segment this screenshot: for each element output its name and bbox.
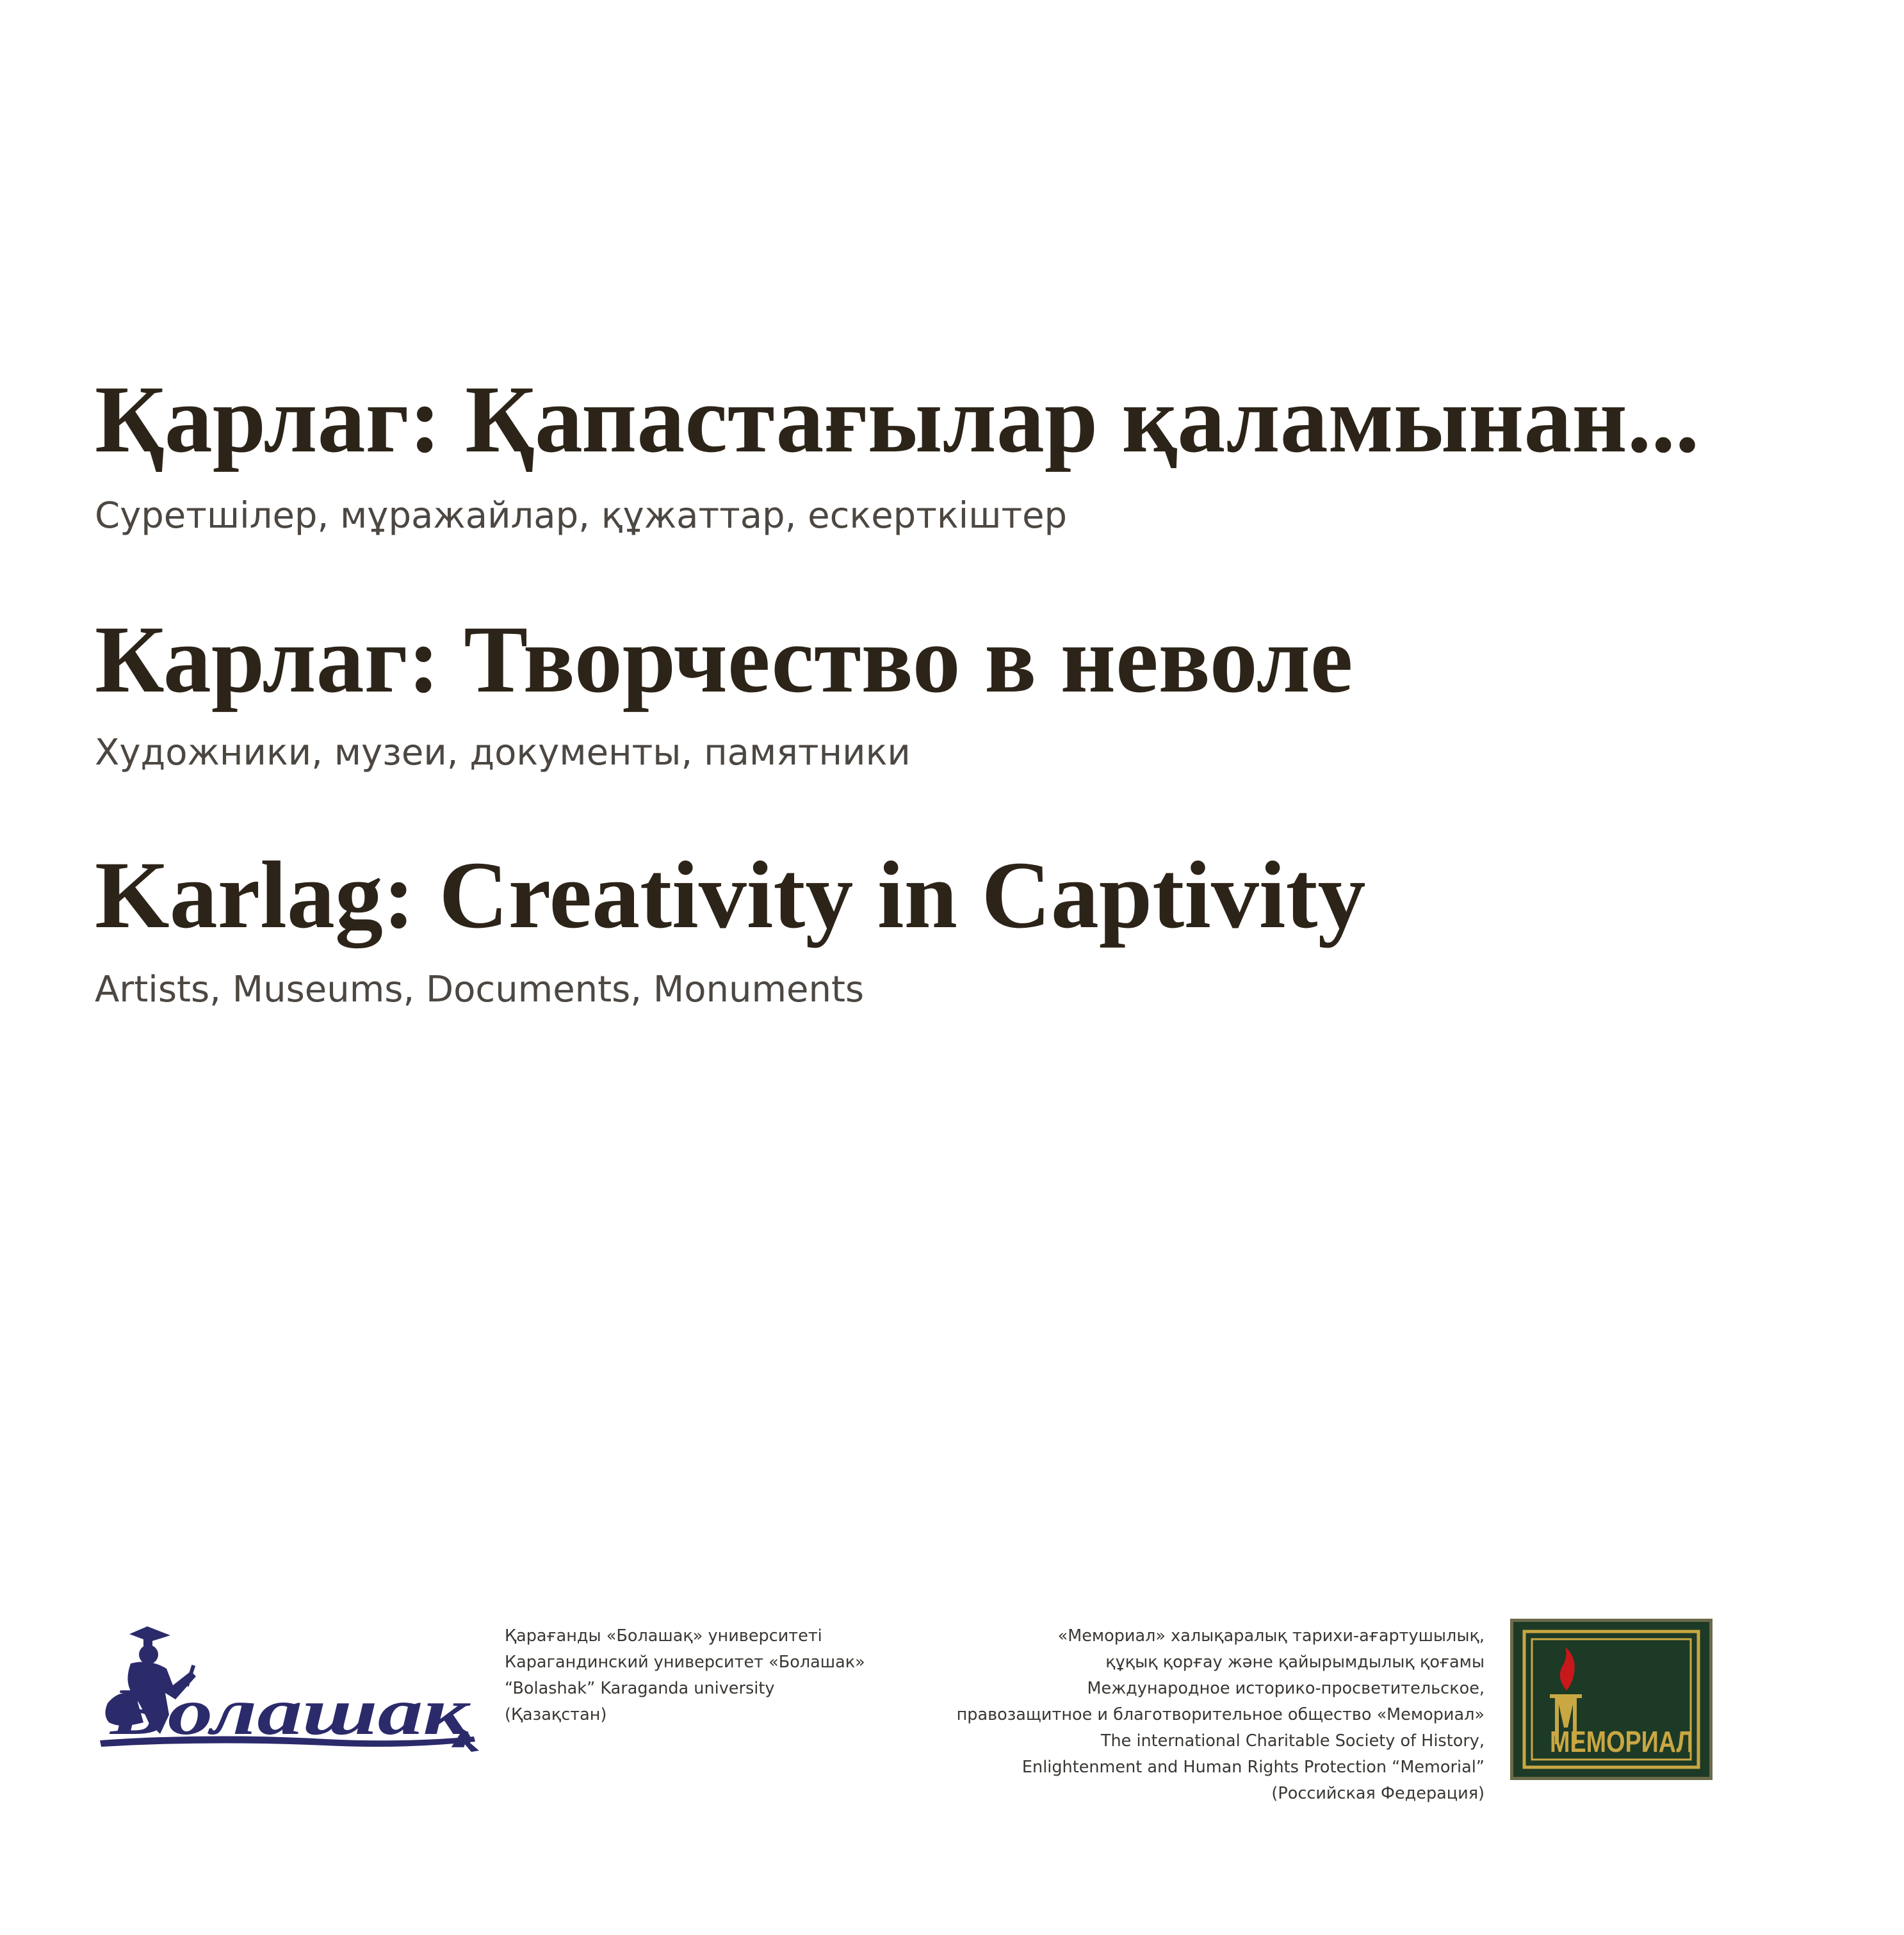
memorial-line: The international Charitable Society of History, (1100, 1731, 1485, 1751)
subtitle-english: Artists, Museums, Documents, Monuments (95, 969, 865, 1010)
bolashak-line: “Bolashak” Karaganda university (505, 1679, 775, 1698)
memorial-line: «Мемориал» халықаралық тарихи-ағартушылық, (1057, 1626, 1485, 1646)
memorial-line: (Российская Федерация) (1271, 1784, 1485, 1803)
memorial-line: Международное историко-просветительское, (1087, 1679, 1485, 1698)
memorial-logo (1510, 1619, 1713, 1780)
title-english: Karlag: Creativity in Captivity (95, 842, 1366, 948)
memorial-line: Enlightenment and Human Rights Protection “Memorial” (1021, 1758, 1485, 1777)
bolashak-logo-text: Болашақ (109, 1675, 471, 1749)
bolashak-logo (95, 1626, 482, 1754)
bolashak-description (505, 1623, 865, 1728)
memorial-description (957, 1623, 1485, 1807)
memorial-line: құқық қорғау және қайырымдылық қоғамы (1105, 1653, 1485, 1672)
bolashak-line: (Қазақстан) (505, 1705, 607, 1724)
bolashak-line: Карагандинский университет «Болашак» (505, 1653, 865, 1672)
title-russian: Карлаг: Творчество в неволе (95, 606, 1353, 713)
title-kazakh: Қарлаг: Қапастағылар қаламынан... (95, 366, 1700, 473)
subtitle-kazakh: Суретшілер, мұражайлар, құжаттар, ескерткіштер (95, 495, 1068, 537)
memorial-logo-text: МЕМОРИАЛ (1550, 1725, 1693, 1758)
bolashak-line: Қарағанды «Болашақ» университеті (505, 1626, 822, 1646)
memorial-line: правозащитное и благотворительное общество «Мемориал» (956, 1705, 1485, 1724)
subtitle-russian: Художники, музеи, документы, памятники (95, 732, 911, 773)
